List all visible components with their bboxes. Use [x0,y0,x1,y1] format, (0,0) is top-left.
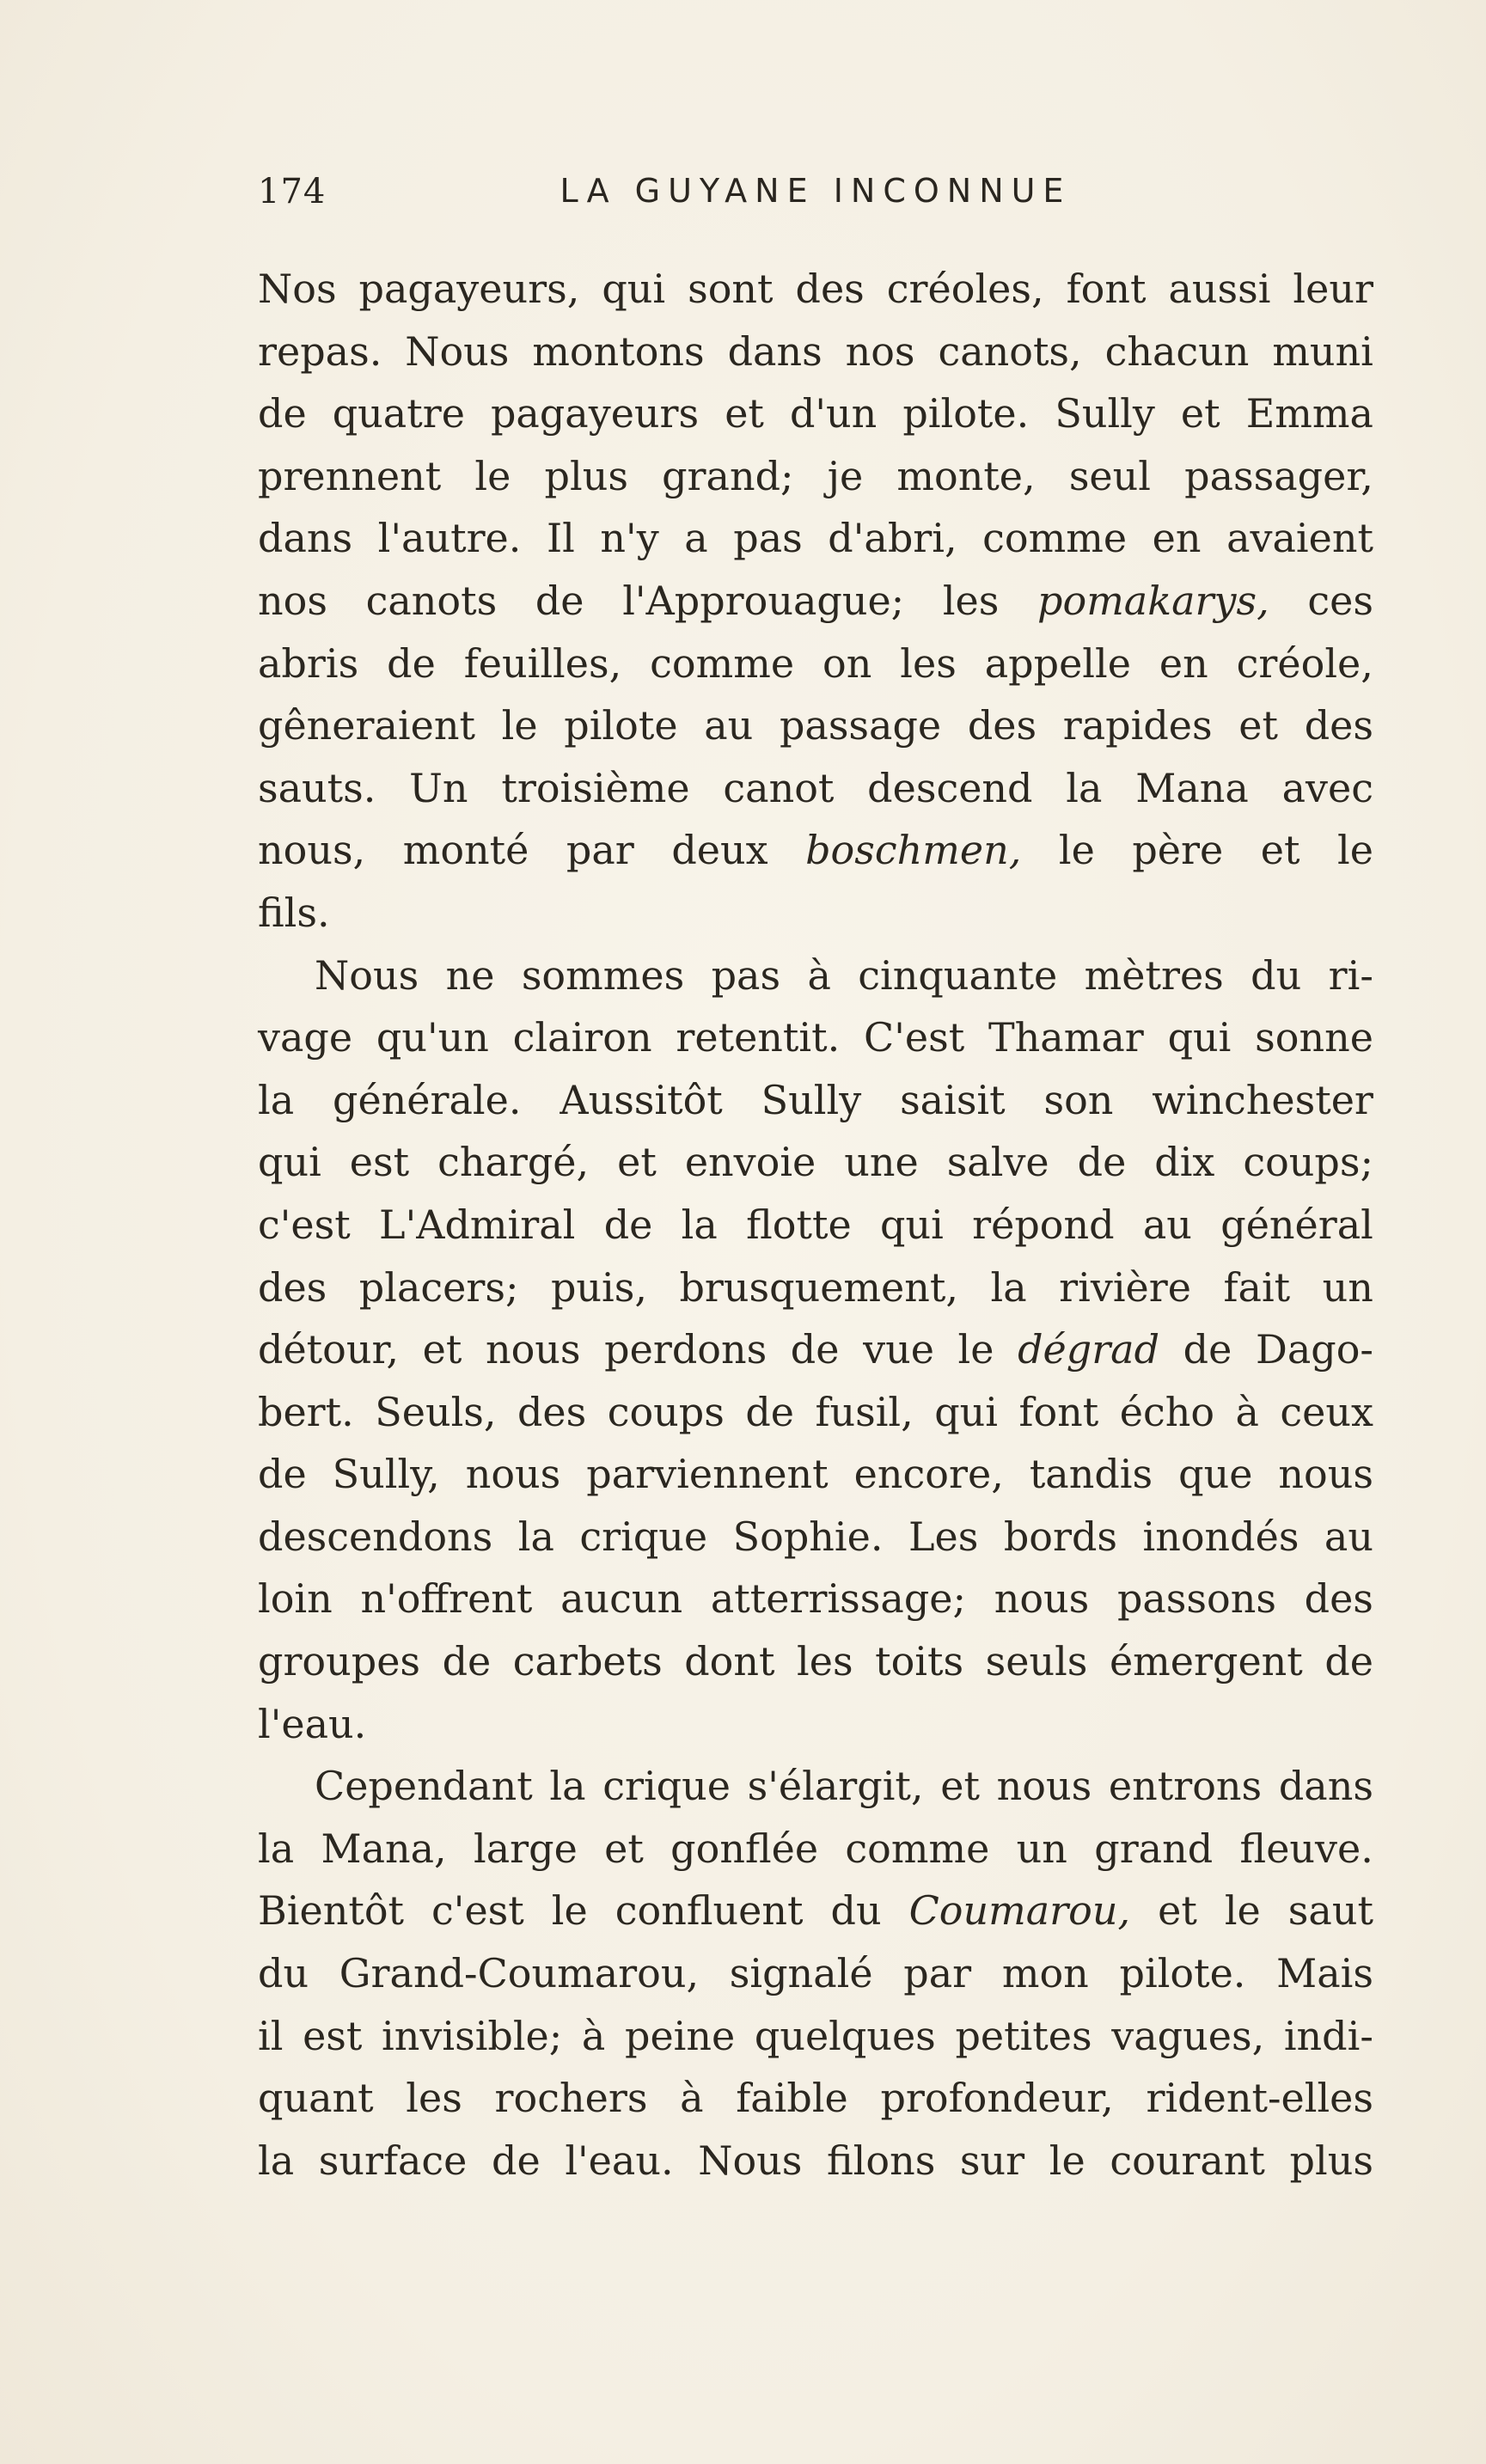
word: des [1304,1575,1373,1623]
word: L'Admiral [379,1201,576,1248]
word: dix [1154,1139,1215,1186]
word: de [1183,1326,1232,1373]
word: seuls [985,1638,1088,1685]
word: père [1132,827,1224,874]
word: grand; [662,452,794,499]
word: abris [258,639,359,687]
word: aussi [1168,266,1271,312]
word: coups [607,1388,725,1435]
word: à [807,951,831,999]
word: le [1224,1887,1261,1935]
word: nos [845,327,915,375]
word: c'est [258,1201,351,1248]
word: la [681,1201,718,1248]
word: crique [602,1763,731,1810]
word: vue [863,1326,934,1373]
word: l'Approuague; [622,577,905,624]
word: Cependant [315,1763,533,1810]
text-line [258,1069,1373,1132]
word: qu'un [376,1014,489,1061]
text-line [258,1131,1373,1194]
word: groupes [258,1638,421,1685]
word: descendons [258,1513,493,1560]
word: monté [402,827,529,874]
word: à [680,2075,704,2122]
word: Nous [405,327,510,375]
text-line [258,757,1373,820]
word: C'est [864,1014,965,1061]
word: winchester [1152,1076,1373,1123]
word: mètres [1084,951,1224,999]
word: vagues, [1111,2012,1265,2059]
word: courant [1110,2137,1265,2184]
word: des [517,1388,587,1435]
word: de [745,1388,794,1435]
word: pagayeurs, [358,266,580,312]
word: la [258,1825,295,1872]
word: la [990,1263,1027,1311]
word: dont [684,1638,775,1685]
word: nous, [258,827,366,874]
word: dans [1278,1763,1373,1810]
word: la [517,1513,554,1560]
word: rivière [1059,1263,1191,1311]
word: sonne [1255,1014,1373,1061]
word: le [474,452,511,499]
word: indi- [1283,2012,1373,2059]
word: carbets [512,1638,663,1685]
word: perdons [604,1326,767,1373]
word: la [258,1076,295,1123]
word: Un [409,764,468,811]
word: fait [1223,1263,1291,1311]
word: filons [826,2137,936,2184]
word: cinquante [858,951,1058,999]
text-line [258,1630,1373,1693]
word: et [1158,1887,1197,1935]
word: et [1260,827,1300,874]
word: que [1178,1451,1253,1498]
word: ces [1307,577,1373,624]
word: la [1066,764,1103,811]
word: et [604,1825,644,1872]
word: il [258,2012,284,2059]
word: au [1142,1201,1192,1248]
word: avec [1281,764,1373,811]
word: descend [867,764,1033,811]
word: prennent [258,452,442,499]
word: le [1337,827,1373,874]
text-line [258,507,1373,570]
word: le [1049,2137,1085,2184]
word: pagayeurs [490,390,700,437]
word: qui [880,1201,944,1248]
word: font [1066,266,1147,312]
word: pilote [564,702,678,749]
text-line [258,1256,1373,1319]
word: boschmen, [805,827,1022,874]
word: sont [688,266,774,312]
word: placers; [358,1263,519,1311]
word: des [1304,702,1373,749]
word: nous [996,1763,1092,1810]
word: Il [546,515,575,562]
word: une [844,1139,919,1186]
word: vage [258,1014,353,1061]
word: petites [955,2012,1092,2059]
word: ceux [1280,1388,1373,1435]
word: brusquement, [679,1263,959,1311]
word: passager, [1184,452,1373,499]
word: profondeur, [880,2075,1114,2122]
text-line [258,1194,1373,1256]
body-text [258,258,1373,2192]
page-header [258,172,1373,223]
text-line [258,321,1373,383]
word: et [725,390,764,437]
running-head: LA GUYANE INCONNUE [560,172,1072,210]
word: feuilles, [463,639,622,687]
word: à [581,2012,606,2059]
word: troisième [501,764,690,811]
word: repas. [258,327,382,375]
word: rident-elles [1146,2075,1373,2122]
word: ri- [1328,951,1373,999]
word: de [1077,1139,1127,1186]
word: et [1180,390,1220,437]
word: un [1322,1263,1373,1311]
word: le [1058,827,1095,874]
word: gonflée [670,1825,819,1872]
word: surface [318,2137,468,2184]
text-line [258,694,1373,757]
word: plus [544,452,628,499]
word: de [603,1201,653,1248]
text-line [258,1755,1373,1818]
word: son [1043,1076,1114,1123]
word: Mana [1135,764,1249,811]
word: au [704,702,754,749]
page-number: 174 [258,172,327,211]
word: en [1152,515,1202,562]
word: nous [485,1326,581,1373]
word: répond [972,1201,1115,1248]
text-line [258,819,1373,882]
word: bords [1003,1513,1118,1560]
word: saut [1287,1887,1373,1935]
word: s'élargit, [747,1763,924,1810]
word: comme [845,1825,990,1872]
word: les [900,639,957,687]
word: à [1235,1388,1259,1435]
word: tandis [1029,1451,1153,1498]
word: encore, [853,1451,1004,1498]
word: de [442,1638,492,1685]
word: qui [602,266,666,312]
word: Nous [315,951,419,999]
word: muni [1272,327,1373,375]
word: général [1220,1201,1373,1248]
word: qui [1167,1014,1232,1061]
word: la [549,1763,586,1810]
text-line [258,1568,1373,1630]
word: et [422,1326,462,1373]
text-line [258,1318,1373,1381]
text-line [258,1880,1373,1942]
word: pilote. [902,390,1030,437]
word: appelle [984,639,1131,687]
word: Mais [1276,1950,1373,1997]
word: Dago- [1255,1326,1373,1373]
word: dégrad [1018,1326,1160,1373]
word: atterrissage; [710,1575,966,1623]
text-line [258,633,1373,695]
word: dans [258,515,353,562]
word: envoie [684,1139,816,1186]
text-line [258,2130,1373,2192]
word: et [940,1763,980,1810]
word: du [258,1950,309,1997]
text-line [258,1443,1373,1506]
word: fleuve. [1239,1825,1373,1872]
word: générale. [333,1076,522,1123]
text-line [258,882,1373,945]
word: dans [727,327,822,375]
word: toits [875,1638,964,1685]
word: n'offrent [360,1575,533,1623]
word: invisible; [382,2012,563,2059]
word: Sophie. [732,1513,884,1560]
text-line [258,1381,1373,1444]
word: et [617,1139,657,1186]
word: rochers [494,2075,648,2122]
word: rapides [1062,702,1213,749]
word: pilote. [1119,1950,1246,1997]
word: de [790,1326,840,1373]
word: est [303,2012,363,2059]
word: d'abri, [828,515,957,562]
word: quant [258,2075,374,2122]
word: Coumarou, [908,1887,1131,1935]
word: en [1159,639,1208,687]
word: qui [934,1388,998,1435]
word: leur [1293,266,1373,312]
text-line [258,258,1373,321]
word: plus [1289,2137,1373,2184]
word: Les [908,1513,979,1560]
word: c'est [431,1887,524,1935]
word: sur [959,2137,1025,2184]
word: sommes [521,951,685,999]
word: qui [258,1139,321,1186]
word: de [387,639,436,687]
word: Aussitôt [560,1076,723,1123]
word: quatre [332,390,465,437]
word: retentit. [676,1014,841,1061]
word: canots [365,577,498,624]
text-line [258,1818,1373,1880]
word: d'un [789,390,878,437]
word: Sully, [332,1451,440,1498]
text-line [258,945,1373,1007]
word: font [1018,1388,1099,1435]
word: un [1016,1825,1067,1872]
word: au [1324,1513,1373,1560]
word: passons [1116,1575,1276,1623]
word: crique [579,1513,708,1560]
word: pas [711,951,781,999]
word: de [258,1451,307,1498]
word: des [258,1263,327,1311]
word: émergent [1109,1638,1303,1685]
text-line [258,570,1373,633]
word: flotte [746,1201,852,1248]
word: le [551,1887,588,1935]
word: monte, [896,452,1036,499]
word: n'y [600,515,659,562]
word: nous [465,1451,561,1498]
word: de [535,577,584,624]
word: pomakarys, [1037,577,1269,624]
word: bert. [258,1388,354,1435]
word: de [258,390,307,437]
word: créole, [1236,639,1373,687]
word: Nos [258,266,337,312]
text-line [258,1693,1373,1756]
word: passage [779,702,942,749]
word: les [797,1638,853,1685]
word: sauts. [258,764,376,811]
word: du [830,1887,882,1935]
word: de [1324,1638,1373,1685]
word: Sully [1055,390,1155,437]
word: Grand-Coumarou, [339,1950,700,1997]
text-line [258,1006,1373,1069]
word: est [349,1139,410,1186]
word: fils. [258,889,330,936]
word: a [684,515,708,562]
word: comme [650,639,795,687]
word: clairon [512,1014,652,1061]
word: et [1238,702,1279,749]
text-line [258,1506,1373,1568]
text-line [258,445,1373,508]
word: les [406,2075,462,2122]
text-line [258,2005,1373,2068]
word: par [566,827,634,874]
word: large [474,1825,578,1872]
text-line [258,1942,1373,2005]
word: pas [733,515,803,562]
word: de [492,2137,541,2184]
word: Seuls, [375,1388,497,1435]
word: montons [532,327,705,375]
word: puis, [550,1263,647,1311]
word: canot [723,764,835,811]
word: par [903,1950,972,1997]
word: loin [258,1575,333,1623]
word: coups; [1243,1139,1373,1186]
word: salve [946,1139,1049,1186]
word: aucun [560,1575,683,1623]
word: je [827,452,864,499]
word: confluent [615,1887,804,1935]
word: on [822,639,872,687]
word: avaient [1226,515,1373,562]
word: nous [1278,1451,1373,1498]
word: créoles, [886,266,1044,312]
word: ne [445,951,495,999]
word: Mana, [321,1825,447,1872]
word: le [957,1326,994,1373]
word: faible [736,2075,848,2122]
word: comme [982,515,1128,562]
word: détour, [258,1326,400,1373]
word: Bientôt [258,1887,405,1935]
word: Nous [698,2137,803,2184]
word: saisit [900,1076,1006,1123]
word: fusil, [815,1388,914,1435]
word: le [501,702,538,749]
word: grand [1094,1825,1214,1872]
word: seul [1068,452,1151,499]
word: Thamar [988,1014,1144,1061]
word: mon [1001,1950,1089,1997]
word: inondés [1142,1513,1299,1560]
word: la [258,2137,295,2184]
word: parviennent [586,1451,829,1498]
word: chargé, [437,1139,590,1186]
word: entrons [1108,1763,1263,1810]
word: nous [994,1575,1090,1623]
word: Emma [1245,390,1373,437]
word: quelques [754,2012,936,2059]
word: l'eau. [565,2137,674,2184]
word: peine [625,2012,736,2059]
word: écho [1119,1388,1215,1435]
word: des [967,702,1037,749]
word: l'autre. [377,515,522,562]
word: les [942,577,1000,624]
word: des [795,266,865,312]
word: chacun [1104,327,1250,375]
word: canots, [938,327,1082,375]
word: gêneraient [258,702,475,749]
word: nos [258,577,327,624]
word: signalé [729,1950,873,1997]
word: deux [671,827,768,874]
text-line [258,382,1373,445]
word: l'eau. [258,1700,367,1747]
word: du [1251,951,1302,999]
text-line [258,2067,1373,2130]
word: Sully [761,1076,862,1123]
